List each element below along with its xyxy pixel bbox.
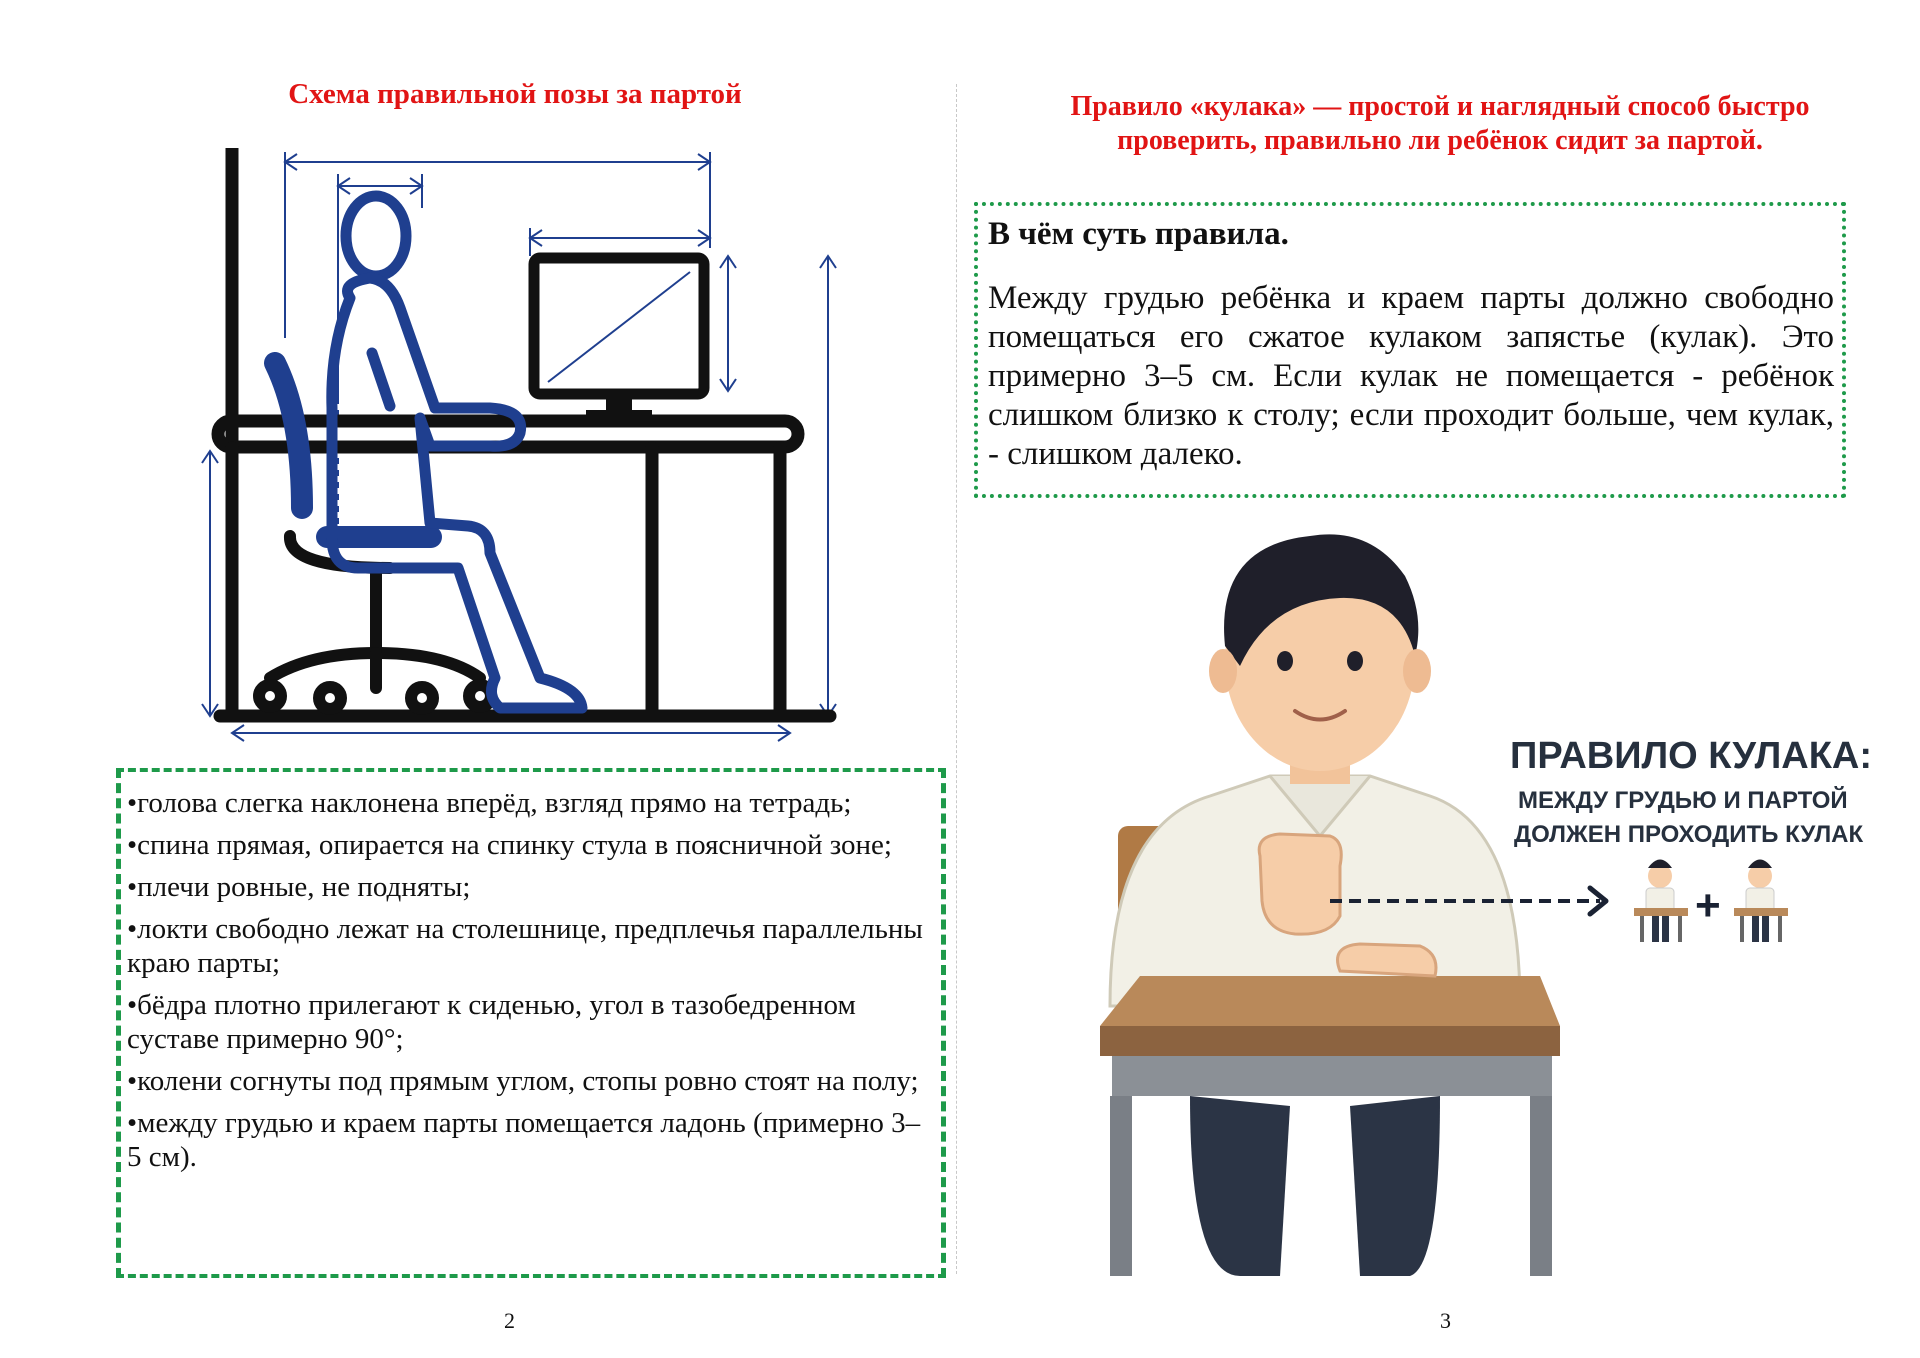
list-item: •локти свободно лежат на столешнице, предплечья параллельны краю парты; [127,913,923,979]
desk-drawer [1112,1056,1552,1096]
list-item: •бёдра плотно прилегают к сиденью, угол в тазобедренном суставе примерно 90°; [127,989,856,1055]
eye-right [1347,651,1363,671]
small-child-icon-1 [1634,860,1688,943]
right-page-title: Правило «кулака» — простой и наглядный способ быстро проверить, правильно ли ребёнок сидит за партой. [1070,91,1810,156]
monitor [534,258,704,421]
plus-sign: + [1695,881,1721,930]
pants-right [1350,1096,1440,1276]
list-item: •плечи ровные, не подняты; [127,871,471,903]
list-item: •спина прямая, опирается на спинку стула в поясничной зоне; [127,829,892,861]
page-number-right: 3 [1440,1308,1451,1333]
small-child-icon-2 [1734,860,1788,943]
page-number-left: 2 [504,1308,515,1333]
illustration-heading: ПРАВИЛО КУЛАКА: [1510,735,1873,777]
page-divider [956,84,957,1274]
list-item: •колени согнуты под прямым углом, стопы ровно стоят на полу; [127,1065,919,1097]
fist [1259,834,1341,934]
rule-text: Между грудью ребёнка и краем парты должно свободно помещаться его сжатое кулаком запястье (кулак). Это примерно 3–5 см. Если кулак не помещается - ребёнок слишком близко к столу; если проходит больше, чем кулак, - слишком далеко. [988,280,1834,472]
rule-heading: В чём суть правила. [988,216,1289,252]
eye-left [1277,651,1293,671]
desk-top [1100,976,1560,1026]
list-item: •между грудью и краем парты помещается ладонь (примерно 3–5 см). [127,1107,921,1173]
illustration-line-1: МЕЖДУ ГРУДЬЮ И ПАРТОЙ [1518,787,1848,814]
pants-left [1190,1096,1290,1276]
illustration-line-2: ДОЛЖЕН ПРОХОДИТЬ КУЛАК [1514,821,1864,848]
posture-checklist [116,768,946,1278]
posture-diagram [190,148,840,748]
left-page-title: Схема правильной позы за партой [288,78,742,110]
rule-explanation-box [974,202,1846,498]
list-item: •голова слегка наклонена вперёд, взгляд прямо на тетрадь; [127,787,852,819]
fist-rule-illustration [1040,506,1880,1286]
